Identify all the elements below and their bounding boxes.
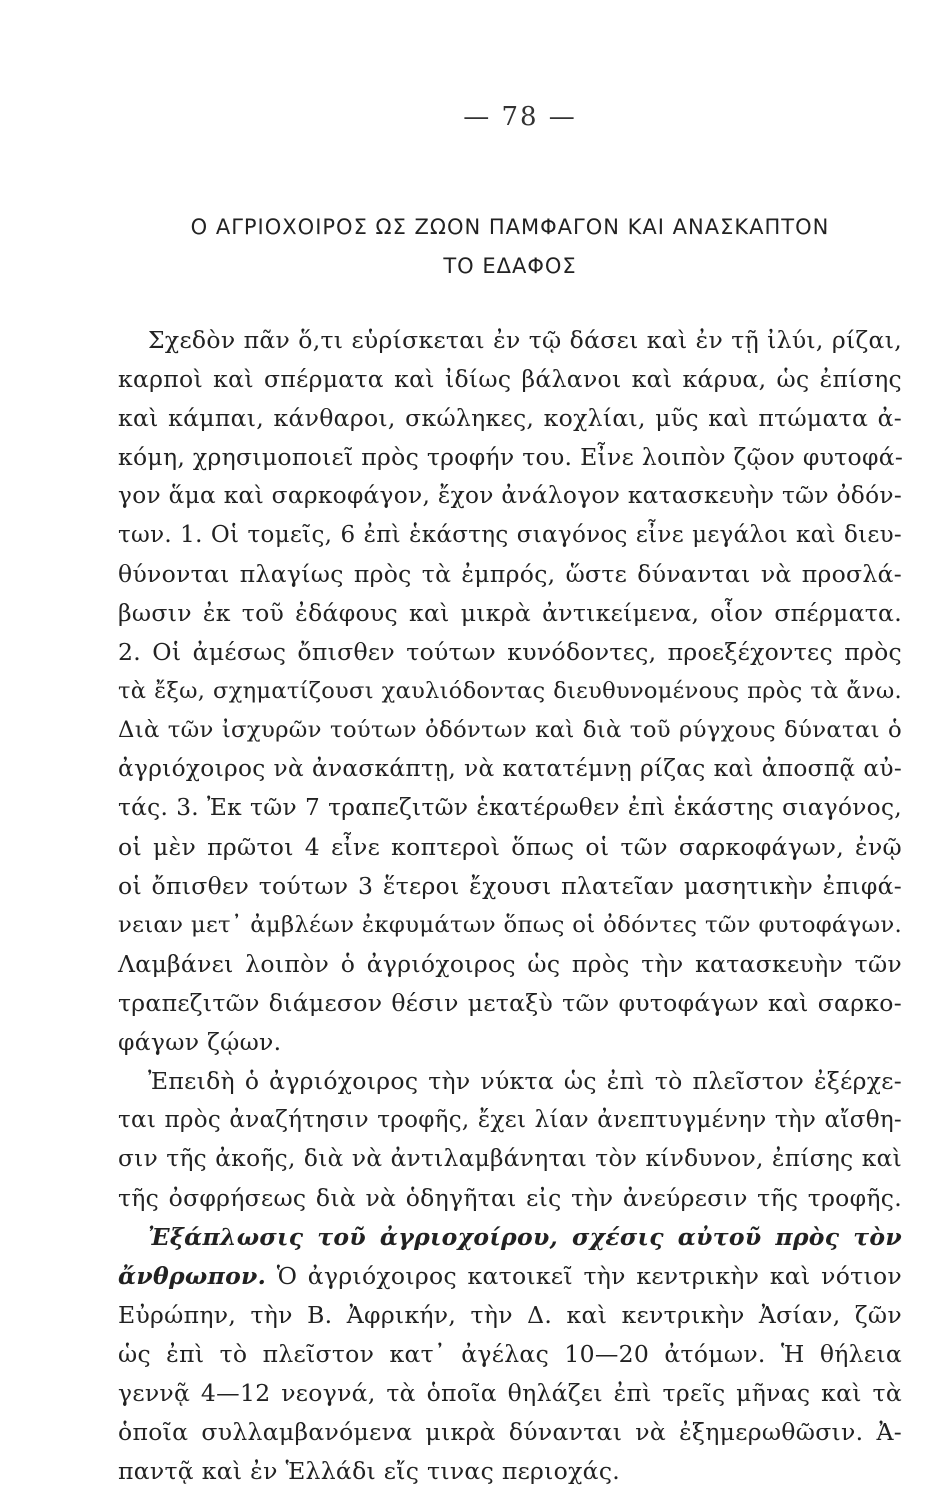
text-line: βωσιν ἐκ τοῦ ἐδάφους καὶ μικρὰ ἀντικείμενα, οἷον σπέρματα. <box>118 599 902 627</box>
text-line: σιν τῆς ἀκοῆς, διὰ νὰ ἀντιλαμβάνηται τὸν κίνδυνον, ἐπίσης καὶ <box>118 1145 902 1172</box>
section-title-line-2: ΤΟ ΕΔΑΦΟΣ <box>443 254 577 278</box>
text-line: Λαμβάνει λοιπὸν ὁ ἀγριόχοιρος ὡς πρὸς τὴν κατασκευὴν τῶν <box>118 950 902 978</box>
text-line: τῆς ὀσφρήσεως διὰ νὰ ὁδηγῆται εἰς τὴν ἀνεύρεσιν τῆς τροφῆς. <box>118 1184 902 1212</box>
text-line: τάς. 3. Ἐκ τῶν 7 τραπεζιτῶν ἑκατέρωθεν ἐπὶ ἑκάστης σιαγόνος, <box>118 794 902 821</box>
text-line: παντᾷ καὶ ἐν Ἑλλάδι εἴς τινας περιοχάς. <box>118 1457 621 1485</box>
text-line <box>118 1261 902 1291</box>
subheading-bold-end: ἄνθρωπον. <box>118 1262 267 1290</box>
text-line: των. 1. Οἱ τομεῖς, 6 ἐπὶ ἑκάστης σιαγόνος εἶνε μεγάλοι καὶ διευ- <box>118 522 902 548</box>
text-line: Σχεδὸν πᾶν ὅ,τι εὑρίσκεται ἐν τῷ δάσει καὶ ἐν τῇ ἰλύι, ρίζαι, <box>148 326 902 354</box>
section-title-line-1: Ο ΑΓΡΙΟΧΟΙΡΟΣ ΩΣ ΖΩΟΝ ΠΑΜΦΑΓΟΝ ΚΑΙ ΑΝΑΣΚΑΠΤΟΝ <box>190 215 830 239</box>
text-line: φάγων ζῴων. <box>118 1028 282 1056</box>
text-line: ὡς ἐπὶ τὸ πλεῖστον κατ᾿ ἀγέλας 10—20 ἀτόμων. Ἡ θήλεια <box>118 1340 902 1368</box>
text-line: θύνονται πλαγίως πρὸς τὰ ἐμπρός, ὥστε δύνανται νὰ προσλά- <box>118 560 902 588</box>
text-line: τὰ ἔξω, σχηματίζουσι χαυλιόδοντας διευθυνομένους πρὸς τὰ ἄνω. <box>118 678 902 704</box>
text-line: 2. Οἱ ἀμέσως ὄπισθεν τούτων κυνόδοντες, προεξέχοντες πρὸς <box>118 638 902 666</box>
text-line: γον ἅμα καὶ σαρκοφάγον, ἔχον ἀνάλογον κατασκευὴν τῶν ὀδόν- <box>118 482 902 509</box>
text-line: Εὐρώπην, τὴν Β. Ἀφρικήν, τὴν Δ. καὶ κεντρικὴν Ἀσίαν, ζῶν <box>118 1301 902 1329</box>
text-line: οἱ μὲν πρῶτοι 4 εἶνε κοπτεροὶ ὅπως οἱ τῶν σαρκοφάγων, ἐνῷ <box>118 833 902 861</box>
text-span: Ὁ ἀγριόχοιρος κατοικεῖ τὴν κεντρικὴν καὶ νότιον <box>266 1262 902 1290</box>
page-number: — 78 — <box>463 102 577 132</box>
text-line: καρποὶ καὶ σπέρματα καὶ ἰδίως βάλανοι καὶ κάρυα, ὡς ἐπίσης <box>118 365 902 393</box>
text-line: Διὰ τῶν ἰσχυρῶν τούτων ὀδόντων καὶ διὰ τοῦ ρύγχους δύναται ὁ <box>118 717 902 743</box>
text-line: καὶ κάμπαι, κάνθαροι, σκώληκες, κοχλίαι, μῦς καὶ πτώματα ἀ- <box>118 404 902 432</box>
text-line: ται πρὸς ἀναζήτησιν τροφῆς, ἔχει λίαν ἀνεπτυγμένην τὴν αἴσθη- <box>118 1107 902 1133</box>
text-line: Ἐπειδὴ ὁ ἀγριόχοιρος τὴν νύκτα ὡς ἐπὶ τὸ πλεῖστον ἐξέρχε- <box>148 1067 902 1095</box>
text-line: ὁποῖα συλλαμβανόμενα μικρὰ δύνανται νὰ ἐξημερωθῶσιν. Ἀ- <box>118 1418 902 1446</box>
text-line: τραπεζιτῶν διάμεσον θέσιν μεταξὺ τῶν φυτοφάγων καὶ σαρκο- <box>118 989 902 1017</box>
text-line <box>148 1222 902 1252</box>
text-line: ἀγριόχοιρος νὰ ἀνασκάπτῃ, νὰ κατατέμνῃ ρίζας καὶ ἀποσπᾷ αὐ- <box>118 755 902 782</box>
text-line: οἱ ὄπισθεν τούτων 3 ἕτεροι ἔχουσι πλατεῖαν μασητικὴν ἐπιφά- <box>118 872 902 900</box>
text-line: γεννᾷ 4—12 νεογνά, τὰ ὁποῖα θηλάζει ἐπὶ τρεῖς μῆνας καὶ τὰ <box>118 1379 902 1407</box>
text-line: νειαν μετ᾿ ἀμβλέων ἐκφυμάτων ὅπως οἱ ὀδόντες τῶν φυτοφάγων. <box>118 912 902 938</box>
text-line: κόμη, χρησιμοποιεῖ πρὸς τροφήν του. Εἶνε λοιπὸν ζῷον φυτοφά- <box>118 443 904 471</box>
subheading-bold: Ἐξάπλωσις τοῦ ἀγριοχοίρου, σχέσις αὐτοῦ πρὸς τὸν <box>148 1223 902 1251</box>
